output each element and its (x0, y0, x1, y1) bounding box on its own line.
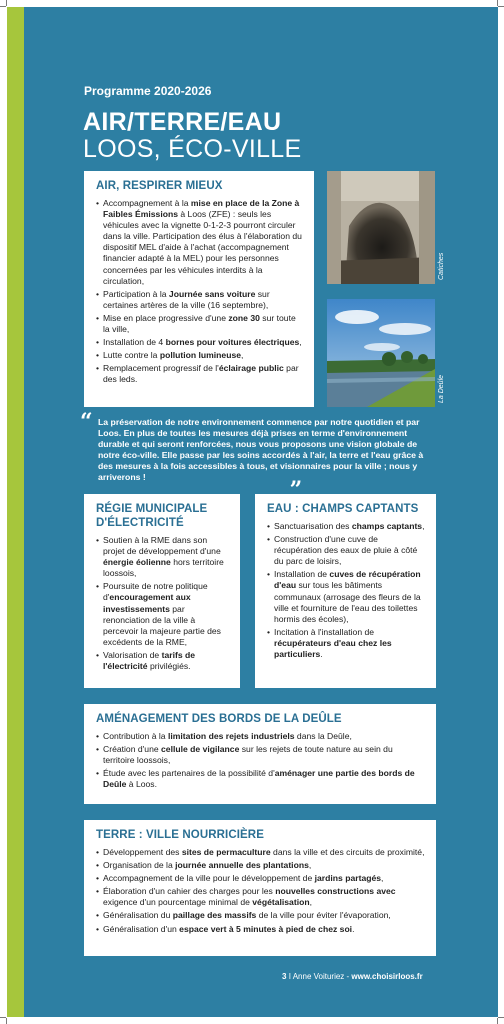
bold-text: champs captants (351, 521, 423, 531)
bold-text: bornes pour voitures électriques (165, 337, 300, 348)
bold-text: encouragement aux investissements (103, 592, 191, 614)
text: Généralisation du (103, 910, 173, 921)
text: Sanctuarisation des (274, 521, 352, 531)
text: de la ville pour éviter l'évaporation, (256, 910, 391, 921)
crop-mark (497, 0, 498, 6)
bold-text: cuves de récupération d'eau (274, 569, 421, 591)
text: Valorisation de (103, 649, 162, 660)
deule-card (84, 704, 436, 804)
text: Contribution à la (103, 731, 168, 741)
text: , (308, 860, 312, 871)
list-item (96, 313, 304, 335)
text: Soutien à la RME dans son projet de développement d'une (103, 535, 221, 557)
bold-text: journée annuelle des plantations (175, 860, 309, 871)
deule-heading: AMÉNAGEMENT DES BORDS DE LA DEÛLE (96, 713, 342, 725)
text: . (320, 649, 323, 660)
eau-card (255, 494, 436, 688)
list-item (267, 534, 426, 567)
footer-author: Anne Voituriez - (292, 972, 352, 981)
bold-text: espace vert à 5 minutes à pied de chez soi (179, 923, 353, 934)
text: Étude avec les partenaires de la possibilité d' (103, 768, 275, 779)
list-item (96, 924, 426, 935)
terre-heading: TERRE : VILLE NOURRICIÈRE (96, 829, 264, 841)
terre-list (96, 847, 426, 935)
crop-mark (498, 1017, 504, 1018)
text: Installation de 4 (103, 337, 166, 348)
text: Installation de (274, 569, 330, 580)
bold-text: cellule de vigilance (161, 744, 240, 755)
list-item (96, 731, 426, 742)
footer-website: www.choisirloos.fr (351, 972, 423, 981)
text: Accompagnement de la ville pour le développement de (103, 873, 315, 884)
list-item (96, 860, 426, 871)
page-title: AIR/TERRE/EAU (83, 108, 282, 136)
eau-heading: EAU : CHAMPS CAPTANTS (267, 503, 419, 515)
text: à Loos (ZFE) : seuls les véhicules avec la vignette 0-1-2-3 pourront circuler dans la ville. Participation des élus à l'élaboration du dispositif MEL d'aide à l'achat (accompagnement financier adapté à la MEL) pour les personnes concernées par les véhicules interdits à la circulation, (103, 209, 302, 286)
list-item (96, 581, 230, 648)
text: Organisation de la (103, 860, 176, 871)
text: Création d'une (103, 744, 162, 755)
crop-mark (497, 1018, 498, 1024)
eau-list (267, 521, 426, 660)
bold-text: mise en place de la Zone à Faibles Émissions (103, 198, 300, 220)
bold-text: éclairage public (218, 363, 284, 374)
bold-text: aménager une partie des bords de Deûle (103, 768, 415, 790)
quote-close-mark: „ (290, 464, 303, 490)
page-number: 3 (282, 972, 287, 981)
text: , (309, 897, 312, 908)
text: Participation à la (103, 288, 169, 299)
list-item (96, 535, 230, 579)
text: privilégiés. (147, 661, 191, 672)
bold-text: sites de permaculture (181, 847, 271, 857)
list-item (267, 521, 426, 532)
list-item (96, 768, 426, 790)
text: . (352, 923, 355, 934)
bold-text: nouvelles constructions avec (275, 886, 396, 897)
list-item (96, 363, 304, 385)
bold-text: paillage des massifs (172, 910, 257, 921)
text: , (422, 521, 425, 531)
catiches-photo (327, 171, 435, 284)
list-item (96, 337, 304, 348)
regie-list (96, 535, 230, 672)
deule-photo (327, 299, 435, 407)
air-heading: AIR, RESPIRER MIEUX (96, 180, 223, 192)
bold-text: tarifs de l'électricité (103, 649, 196, 672)
footer-separator: I (288, 972, 291, 981)
text: Poursuite de notre politique d' (103, 581, 208, 603)
crop-mark (0, 6, 6, 7)
bold-text: Journée sans voiture (168, 288, 256, 299)
crop-mark (6, 1018, 7, 1024)
text: Incitation à l'installation de (274, 626, 375, 637)
text: Développement des (103, 847, 182, 857)
text: dans la ville et des circuits de proximité, (270, 847, 425, 857)
bold-text: jardins partagés (314, 873, 382, 884)
text: exigence d'un pourcentage minimal de (103, 897, 253, 908)
text: , (241, 350, 244, 361)
bold-text: récupérateurs d'eau chez les particuliers (274, 637, 392, 660)
list-item (96, 847, 426, 858)
bold-text: végétalisation (252, 897, 310, 908)
air-card (84, 171, 314, 407)
crop-mark (6, 0, 7, 6)
terre-card (84, 820, 436, 956)
text: sur certaines artères de la ville (16 septembre), (103, 288, 270, 310)
bold-text: zone 30 (228, 312, 260, 323)
list-item (96, 198, 304, 287)
bold-text: pollution lumineuse (159, 350, 242, 361)
text: sur les rejets de toute nature au sein du territoire loossois, (103, 744, 393, 766)
green-side-strip (7, 7, 24, 1017)
text: Construction d'une cuve de récupération des eaux de pluie à côté du parc de loisirs, (274, 534, 418, 567)
catiches-caption: Catiches (438, 252, 445, 280)
text: Remplacement progressif de l' (103, 363, 219, 374)
list-item (267, 627, 426, 660)
programme-label: Programme 2020-2026 (84, 84, 212, 98)
deule-list (96, 731, 426, 790)
list-item (96, 350, 304, 361)
list-item (96, 650, 230, 672)
text: Mise en place progressive d'une (103, 312, 229, 323)
quote-open-mark: “ (80, 409, 93, 435)
text: hors territoire loossois, (103, 557, 224, 579)
list-item (96, 886, 426, 908)
crop-mark (498, 6, 504, 7)
list-item (96, 873, 426, 884)
bold-text: limitation des rejets industriels (167, 731, 295, 741)
text: Lutte contre la (103, 350, 160, 361)
list-item (96, 910, 426, 921)
text: sur tous les bâtiments communaux (arrosage des fleurs de la ville et fourniture de l'eau des toilettes hormis des écoles), (274, 580, 421, 624)
page-subtitle: LOOS, ÉCO-VILLE (83, 135, 302, 163)
list-item (96, 744, 426, 766)
text: par des leds. (103, 363, 299, 385)
text: , (381, 873, 384, 884)
regie-card (84, 494, 240, 688)
text: Élaboration d'un cahier des charges pour les (103, 886, 276, 897)
text: Accompagnement à la (103, 198, 191, 208)
regie-heading: RÉGIE MUNICIPALE D'ÉLECTRICITÉ (96, 503, 208, 529)
quote-text: La préservation de notre environnement commence par notre quotidien et par Loos. En plus de toutes les mesures déjà prises en terme d'environnement durable et qui seront renforcées, nous vous proposons une vision globale de notre éco-ville. Elle passe par les soins accordés à l'air, la terre et l'eau grâce à des mesures à la fois accessibles à tous, et visionnaires pour la ville ; nous y arriverons ! (98, 417, 424, 483)
text: dans la Deûle, (294, 731, 352, 741)
text: Généralisation d'un (103, 923, 180, 934)
text: sur toute la ville, (103, 312, 296, 335)
bold-text: énergie éolienne (103, 557, 171, 568)
deule-caption: La Deûle (438, 374, 445, 403)
air-list (96, 198, 304, 386)
text: par renonciation de la ville à percevoir la majeure partie des excédents de la RME, (103, 603, 221, 647)
page-footer (282, 972, 423, 981)
text: , (299, 337, 302, 348)
list-item (267, 569, 426, 624)
list-item (96, 289, 304, 311)
text: à Loos. (126, 779, 157, 790)
